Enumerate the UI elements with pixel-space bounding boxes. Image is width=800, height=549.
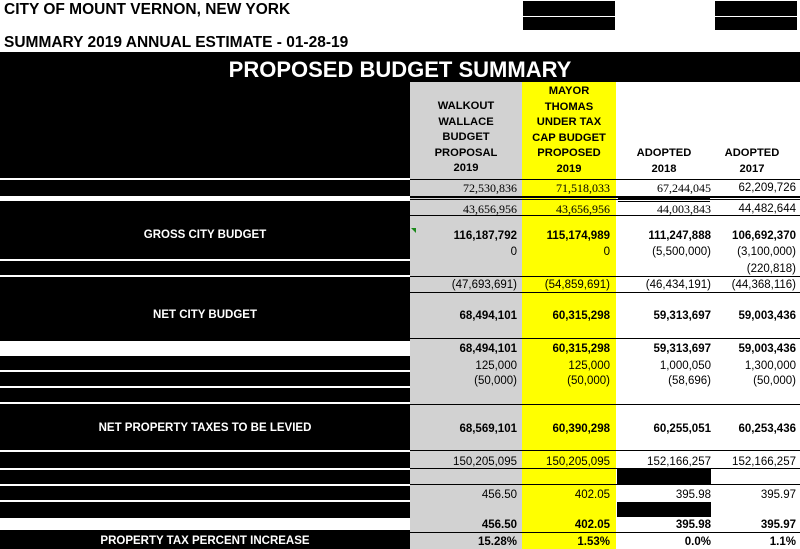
cell-r8-mayor: 125,000 [568, 360, 610, 372]
label-block-r4 [0, 261, 410, 275]
hdr-line: CAP BUDGET [532, 131, 606, 144]
cell-r4-adopted2017: (3,100,000) [737, 246, 796, 258]
label-net-property-taxes: NET PROPERTY TAXES TO BE LEVIED [98, 422, 312, 434]
cell-r8-walkout: 125,000 [475, 360, 517, 372]
hdr-line: WALLACE [438, 115, 494, 128]
label-block-header [0, 82, 410, 178]
rule-adopted2018-double-1 [618, 198, 710, 199]
header-adopted-2017 [704, 146, 800, 177]
cell-netcity-adopted2017: 59,003,436 [738, 310, 796, 322]
rule-pct-top [410, 532, 800, 533]
cell-r9-mayor: (50,000) [567, 375, 610, 387]
hdr-line: UNDER TAX [536, 116, 602, 129]
hdr-line: 2019 [453, 162, 479, 175]
cell-nettax-adopted2017: 60,253,436 [738, 423, 796, 435]
label-block-r7 [0, 356, 410, 370]
label-block-r13 [0, 502, 410, 518]
cell-r5-adopted2018: (46,434,191) [645, 279, 711, 291]
redaction-block-top-4 [715, 17, 797, 30]
hdr-line: 2019 [556, 162, 582, 175]
label-block-r11 [0, 452, 410, 468]
cell-r5-walkout: (47,693,691) [451, 279, 517, 291]
cell-r4-mayor: 0 [603, 246, 610, 258]
label-block-r12 [0, 486, 410, 500]
cell-r5-mayor: (54,859,691) [544, 279, 610, 291]
cell-r4b-adopted2017: (220,818) [746, 263, 796, 275]
redaction-block-top-3 [715, 1, 797, 16]
rule-r12-top [410, 484, 800, 485]
cell-r7-walkout: 68,494,101 [459, 343, 517, 355]
rule-net-top [410, 292, 800, 293]
hdr-line: ADOPTED [636, 147, 692, 159]
cell-r1-adopted2017: 62,209,726 [738, 182, 796, 194]
cell-r1-mayor: 71,518,033 [556, 181, 610, 195]
cell-r12-adopted2017: 395.97 [760, 489, 796, 501]
cell-r11-adopted2018: 152,166,257 [647, 456, 711, 468]
rule-r7-top [410, 338, 800, 339]
cell-r13-adopted2017: 395.97 [760, 519, 796, 531]
label-gross-city-budget: GROSS CITY BUDGET [143, 229, 267, 241]
cell-r12-walkout: 456.50 [481, 489, 517, 501]
cell-gross-walkout: 116,187,792 [453, 230, 517, 242]
label-block-r9 [0, 388, 410, 402]
hdr-line: BUDGET [442, 131, 490, 144]
redaction-block-top-1 [523, 1, 615, 16]
cell-pct-adopted2018: 0.0% [684, 536, 711, 548]
rule-net-tax-top [410, 404, 800, 405]
rule-r1-bottom [410, 196, 800, 198]
cell-netcity-adopted2018: 59,313,697 [653, 310, 711, 322]
cell-r11-mayor: 150,205,095 [546, 456, 610, 468]
cell-r1-walkout: 72,530,836 [463, 181, 517, 195]
rule-r2-top [410, 199, 800, 200]
cell-r11-adopted2017: 152,166,257 [732, 456, 796, 468]
adopted2018-block-1 [617, 469, 711, 484]
cell-r9-walkout: (50,000) [474, 375, 517, 387]
cell-r8-adopted2017: 1,300,000 [744, 360, 796, 372]
cell-r12-adopted2018: 395.98 [675, 489, 711, 501]
summary-title: SUMMARY 2019 ANNUAL ESTIMATE - 01-28-19 [4, 34, 349, 51]
cell-r1-adopted2018: 67,244,045 [657, 181, 711, 195]
city-title: CITY OF MOUNT VERNON, NEW YORK [4, 1, 291, 18]
label-net-city-budget: NET CITY BUDGET [153, 309, 257, 321]
cell-netcity-walkout: 68,494,101 [459, 310, 517, 322]
hdr-line: MAYOR [548, 85, 590, 97]
rule-r1-top [410, 179, 800, 180]
cell-pct-adopted2017: 1.1% [769, 536, 796, 548]
cell-r13-mayor: 402.05 [574, 519, 610, 531]
hdr-line: 2018 [651, 162, 677, 175]
label-property-tax-percent: PROPERTY TAX PERCENT INCREASE [100, 535, 310, 547]
cell-r7-mayor: 60,315,298 [552, 343, 610, 355]
adopted2018-block-2 [617, 502, 711, 517]
cell-netcity-mayor: 60,315,298 [552, 310, 610, 322]
cell-r12-mayor: 402.05 [574, 489, 610, 501]
cell-r7-adopted2017: 59,003,436 [738, 343, 796, 355]
cell-gross-adopted2018: 111,247,888 [648, 230, 711, 242]
header-mayor-thomas [521, 84, 617, 178]
cell-r13-adopted2018: 395.98 [675, 519, 711, 531]
cell-r5-adopted2017: (44,368,116) [731, 279, 796, 291]
cell-gross-adopted2017: 106,692,370 [732, 230, 796, 242]
cell-r2-walkout: 43,656,956 [463, 202, 517, 216]
header-adopted-2018 [616, 146, 712, 177]
banner-title: PROPOSED BUDGET SUMMARY [228, 57, 572, 82]
cell-r9-adopted2018: (58,696) [668, 375, 711, 387]
cell-pct-mayor: 1.53% [577, 536, 610, 548]
cell-r4-adopted2018: (5,500,000) [652, 246, 711, 258]
hdr-line: THOMAS [544, 100, 594, 113]
hdr-line: ADOPTED [724, 147, 780, 159]
rule-r4-top [410, 276, 800, 277]
cell-r8-adopted2018: 1,000,050 [659, 360, 711, 372]
cell-r4-walkout: 0 [510, 246, 517, 258]
cell-nettax-walkout: 68,569,101 [459, 423, 517, 435]
cell-r11-walkout: 150,205,095 [453, 456, 517, 468]
label-block-r8 [0, 372, 410, 386]
label-block-r11b [0, 470, 410, 484]
hdr-line: 2017 [739, 162, 765, 175]
cell-nettax-mayor: 60,390,298 [552, 423, 610, 435]
label-block-r1 [0, 180, 410, 196]
cell-r9-adopted2017: (50,000) [753, 375, 796, 387]
redaction-block-top-2 [523, 17, 615, 30]
cell-r2-adopted2017: 44,482,644 [738, 203, 796, 215]
hdr-line: PROPOSAL [434, 146, 498, 159]
cell-r13-walkout: 456.50 [481, 519, 517, 531]
cell-gross-mayor: 115,174,989 [546, 230, 610, 242]
cell-r2-adopted2018: 44,003,843 [657, 202, 711, 216]
label-block-r2 [0, 201, 410, 215]
rule-r11-top [410, 450, 800, 451]
hdr-line: WALKOUT [437, 100, 495, 112]
cell-r2-mayor: 43,656,956 [556, 202, 610, 216]
comment-marker-icon [411, 228, 416, 233]
cell-nettax-adopted2018: 60,255,051 [653, 423, 711, 435]
cell-pct-walkout: 15.28% [477, 536, 517, 548]
cell-r7-adopted2018: 59,313,697 [653, 343, 711, 355]
header-walkout-wallace [418, 99, 514, 177]
hdr-line: PROPOSED [537, 147, 601, 160]
